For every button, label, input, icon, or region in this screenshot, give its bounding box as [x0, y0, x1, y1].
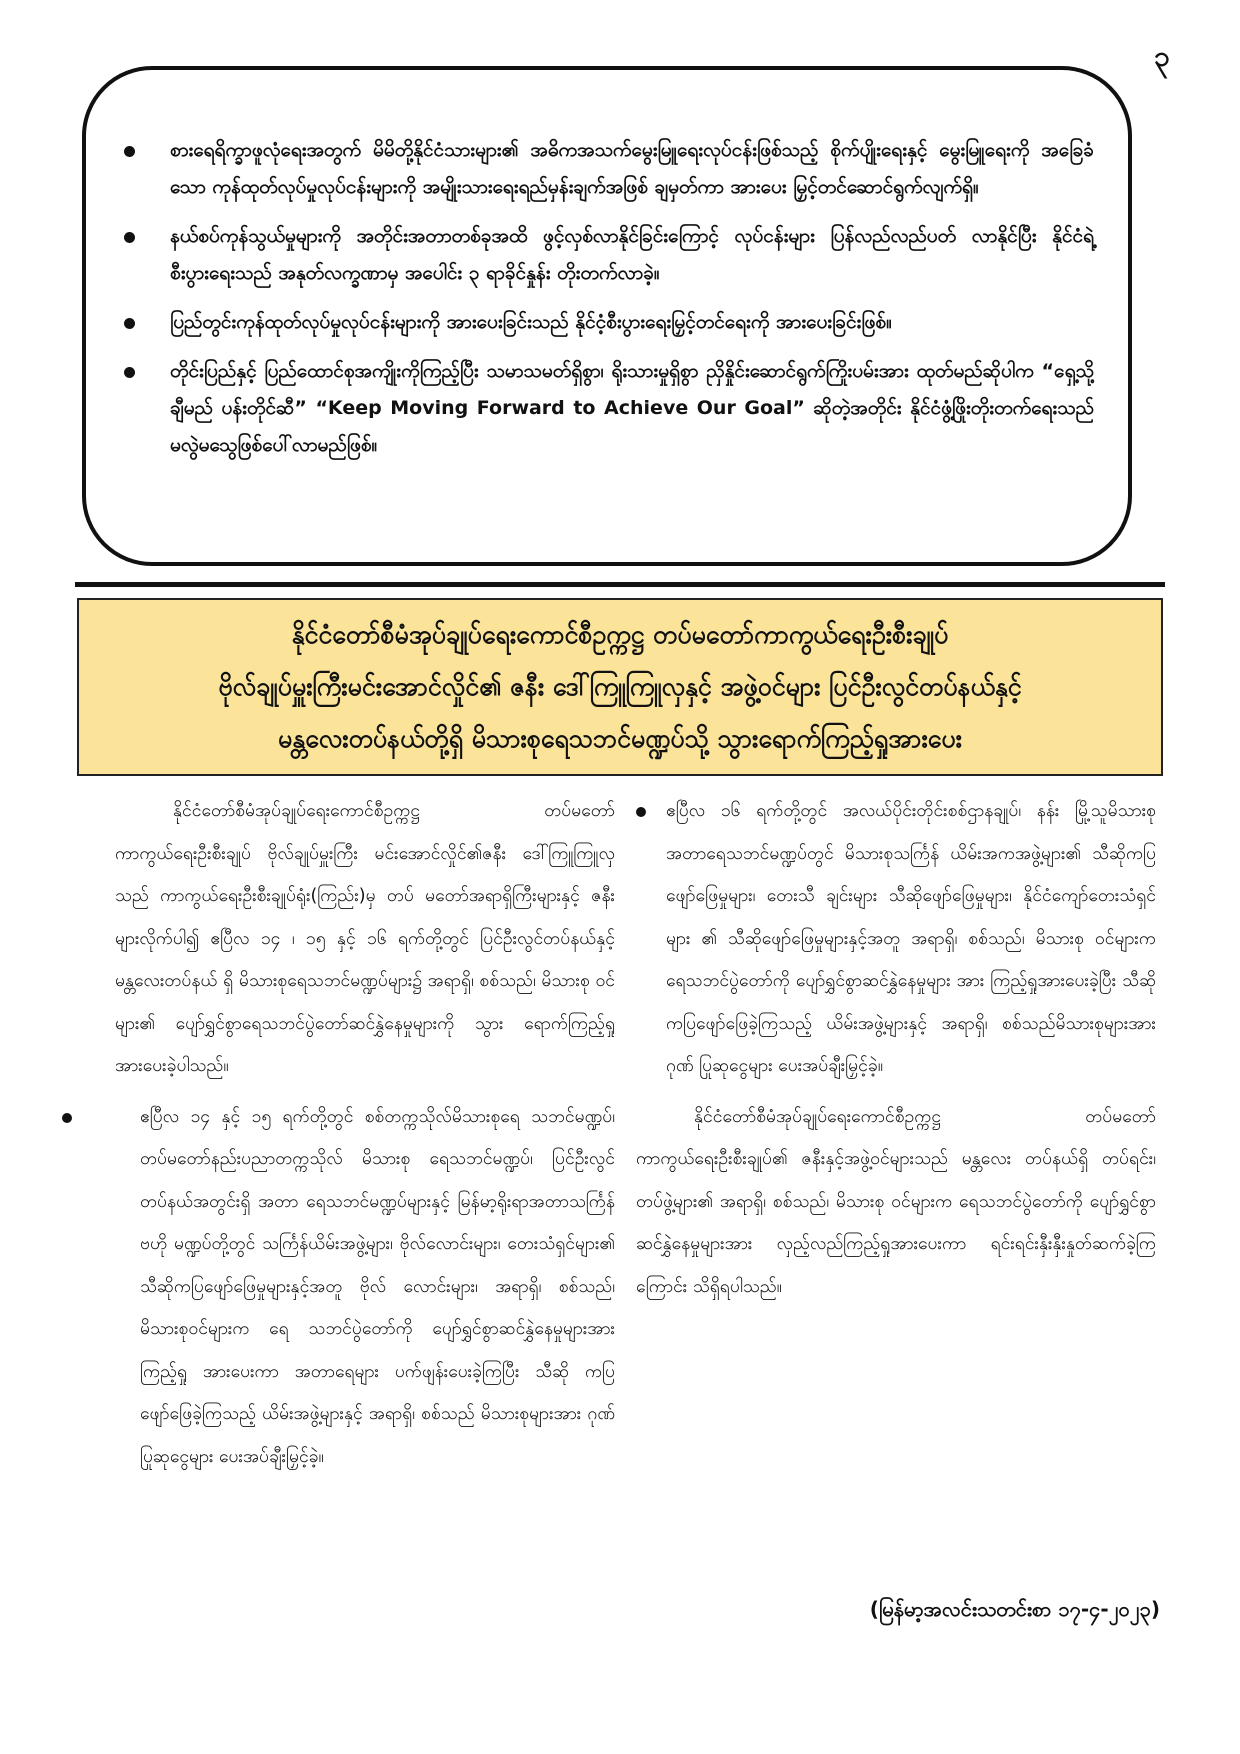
bullet-dot-icon [124, 318, 135, 329]
summary-bullet-text: တိုင်းပြည်နှင့် ပြည်ထောင်စုအကျိုးကိုကြည့်ပြီး သမာသမတ်ရှိစွာ၊ ရိုးသားမှုရှိစွာ ညှိနှိုင်းဆောင်ရွက်ကြိုးပမ်းအား ထုတ်မည်ဆိုပါက “ရှေ့သို့ချီမည် ပန်းတိုင်ဆီ” “Keep Moving Forward to Achieve Our Goal” ဆိုတဲ့အတိုင်း နိုင်ငံဖွံ့ဖြိုးတိုးတက်ရေးသည် မလွဲမသွေဖြစ်ပေါ်လာမည်ဖြစ်။ [170, 360, 1094, 456]
article-bullet [90, 1096, 615, 1479]
bullet-dot-icon [636, 807, 646, 817]
right-column [636, 790, 1156, 1316]
article-paragraph: နိုင်ငံတော်စီမံအုပ်ချုပ်ရေးကောင်စီဥက္ကဋ္ဌ တပ်မတော် ကာကွယ်ရေးဦးစီးချုပ် ဗိုလ်ချုပ်မှူးကြီး မင်းအောင်လှိုင်၏ဇနီး ဒေါ်ကြူကြူလှသည် ကာကွယ်ရေးဦးစီးချုပ်ရုံး(ကြည်း)မှ တပ် မတော်အရာရှိကြီးများနှင့် ဇနီးများလိုက်ပါ၍ ဧပြီလ ၁၄ ၊ ၁၅ နှင့် ၁၆ ရက်တို့တွင် ပြင်ဦးလွင်တပ်နယ်နှင့် မန္တလေးတပ်နယ် ရှိ မိသားစုရေသဘင်မဏ္ဍပ်များ၌ အရာရှိ၊ စစ်သည်၊ မိသားစု ဝင်များ၏ ပျော်ရွှင်စွာရေသဘင်ပွဲတော်ဆင်နွှဲနေမှုများကို သွား ရောက်ကြည့်ရှုအားပေးခဲ့ပါသည်။ [115, 801, 615, 1076]
summary-bullet-text: ပြည်တွင်းကုန်ထုတ်လုပ်မှုလုပ်ငန်းများကို အားပေးခြင်းသည် နိုင်ငံ့စီးပွားရေးမြှင့်တင်ရေးကို အားပေးခြင်းဖြစ်။ [170, 311, 892, 333]
left-column [115, 790, 615, 1486]
headline-line-3: မန္တလေးတပ်နယ်တို့ရှိ မိသားစုရေသဘင်မဏ္ဍပ်သို့ သွားရောက်ကြည့်ရှုအားပေး [278, 724, 962, 753]
article-bullet-text: ဧပြီလ ၁၆ ရက်တို့တွင် အလယ်ပိုင်းတိုင်းစစ်ဌာနချုပ်၊ နန်း မြို့သူမိသားစု အတာရေသဘင်မဏ္ဍပ်တွင် မိသားစုသင်္ကြန် ယိမ်းအကအဖွဲ့များ၏ သီဆိုကပြဖျော်ဖြေမှုများ၊ တေးသီ ချင်းများ သီဆိုဖျော်ဖြေမှုများ၊ နိုင်ငံကျော်တေးသံရှင်များ ၏ သီဆိုဖျော်ဖြေမှုများနှင့်အတူ အရာရှိ၊ စစ်သည်၊ မိသားစု ဝင်များက ရေသဘင်ပွဲတော်ကို ပျော်ရွှင်စွာဆင်နွှဲနေမှုများ အား ကြည့်ရှုအားပေးခဲ့ပြီး သီဆိုကပြဖျော်ဖြေခဲ့ကြသည့် ယိမ်းအဖွဲ့များနှင့် အရာရှိ၊ စစ်သည်မိသားစုများအား ဂုဏ် ပြုဆုငွေများ ပေးအပ်ချီးမြှင့်ခဲ့။ [666, 801, 1156, 1076]
summary-bullet [124, 218, 1094, 292]
article-headline [77, 598, 1163, 776]
bullet-dot-icon [124, 146, 135, 157]
summary-bullet-text: စားရေရိက္ခာဖူလုံရေးအတွက် မိမိတို့နိုင်ငံသားများ၏ အဓိကအသက်မွေးမြူရေးလုပ်ငန်းဖြစ်သည့် စိုက်ပျိုးရေးနှင့် မွေးမြူရေးကို အခြေခံသော ကုန်ထုတ်လုပ်မှုလုပ်ငန်းများကို အမျိုးသားရေးရည်မှန်းချက်အဖြစ် ချမှတ်ကာ အားပေး မြှင့်တင်ဆောင်ရွက်လျက်ရှိ။ [170, 139, 1094, 198]
bullet-dot-icon [124, 367, 135, 378]
article-bullet [636, 790, 1156, 1088]
summary-bullet-text: နယ်စပ်ကုန်သွယ်မှုများကို အတိုင်းအတာတစ်ခုအထိ ဖွင့်လှစ်လာနိုင်ခြင်းကြောင့် လုပ်ငန်းများ ပြန်လည်လည်ပတ် လာနိုင်ပြီး နိုင်ငံရဲ့စီးပွားရေးသည် အနုတ်လက္ခဏာမှ အပေါင်း ၃ ရာခိုင်နှုန်း တိုးတက်လာခဲ့။ [170, 225, 1094, 284]
headline-line-1: နိုင်ငံတော်စီမံအုပ်ချုပ်ရေးကောင်စီဥက္ကဋ္ဌ တပ်မတော်ကာကွယ်ရေးဦးစီးချုပ် [291, 620, 949, 649]
section-divider [75, 582, 1165, 587]
source-citation: (မြန်မာ့အလင်းသတင်းစာ ၁၇-၄-၂၀၂၃) [869, 1597, 1160, 1621]
summary-bullet [124, 132, 1094, 206]
headline-line-2: ဗိုလ်ချုပ်မှူးကြီးမင်းအောင်လှိုင်၏ ဇနီး ဒေါ်ကြူကြူလှနှင့် အဖွဲ့ဝင်များ ပြင်ဦးလွင်တပ်နယ်နှင့် [218, 672, 1022, 701]
page-number: ၃ [1154, 40, 1170, 73]
summary-bullet [124, 304, 1094, 341]
summary-bullet-list [124, 132, 1094, 464]
article-paragraph: နိုင်ငံတော်စီမံအုပ်ချုပ်ရေးကောင်စီဥက္ကဋ္ဌ တပ်မတော် ကာကွယ်ရေးဦးစီးချုပ်၏ ဇနီးနှင့်အဖွဲ့ဝင်များသည် မန္တလေး တပ်နယ်ရှိ တပ်ရင်း၊ တပ်ဖွဲ့များ၏ အရာရှိ၊ စစ်သည်၊ မိသားစု ဝင်များက ရေသဘင်ပွဲတော်ကို ပျော်ရွှင်စွာဆင်နွှဲနေမှုများအား လှည့်လည်ကြည့်ရှုအားပေးကာ ရင်းရင်းနှီးနှီးနှုတ်ဆက်ခဲ့ကြ ကြောင်း သိရှိရပါသည်။ [636, 1106, 1156, 1297]
article-bullet-text: ဧပြီလ ၁၄ နှင့် ၁၅ ရက်တို့တွင် စစ်တက္ကသိုလ်မိသားစုရေ သဘင်မဏ္ဍပ်၊ တပ်မတော်နည်းပညာတက္ကသိုလ် မိသားစု ရေသဘင်မဏ္ဍပ်၊ ပြင်ဦးလွင်တပ်နယ်အတွင်းရှိ အတာ ရေသဘင်မဏ္ဍပ်များနှင့် မြန်မာ့ရိုးရာအတာသင်္ကြန်ဗဟို မဏ္ဍပ်တို့တွင် သင်္ကြန်ယိမ်းအဖွဲ့များ၊ ဗိုလ်လောင်းများ၊ တေးသံရှင်များ၏ သီဆိုကပြဖျော်ဖြေမှုများနှင့်အတူ ဗိုလ် လောင်းများ၊ အရာရှိ၊ စစ်သည်၊ မိသားစုဝင်များက ရေ သဘင်ပွဲတော်ကို ပျော်ရွှင်စွာဆင်နွှဲနေမှုများအား ကြည့်ရှု အားပေးကာ အတာရေများ ပက်ဖျန်းပေးခဲ့ကြပြီး သီဆို ကပြဖျော်ဖြေခဲ့ကြသည့် ယိမ်းအဖွဲ့များနှင့် အရာရှိ၊ စစ်သည် မိသားစုများအား ဂုဏ်ပြုဆုငွေများ ပေးအပ်ချီးမြှင့်ခဲ့။ [140, 1106, 615, 1467]
bullet-dot-icon [124, 232, 135, 243]
bullet-dot-icon [62, 1113, 72, 1123]
summary-box [82, 66, 1132, 566]
summary-bullet [124, 353, 1094, 464]
